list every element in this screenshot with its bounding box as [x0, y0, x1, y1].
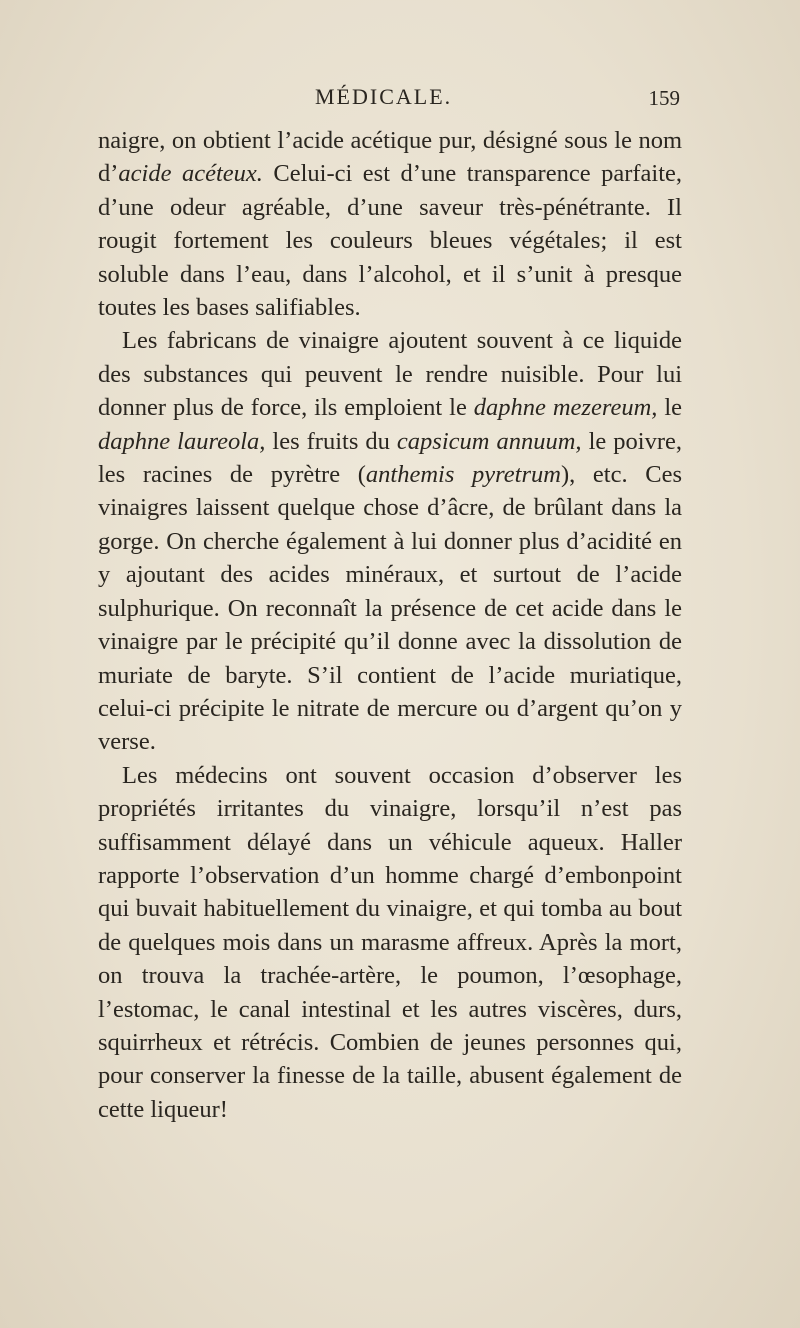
- text-segment: les fruits du: [265, 427, 397, 455]
- paragraph-3: [98, 759, 682, 1126]
- text-segment: le: [657, 394, 683, 422]
- paragraph-1: [98, 124, 682, 324]
- page-number: 159: [648, 86, 680, 110]
- text-segment: le poivre, les racines de pyrètre (: [98, 427, 682, 489]
- running-title: MÉDICALE.: [315, 84, 453, 109]
- body-text: [98, 124, 682, 1126]
- text-segment: Les médecins ont souvent occasion d’observer les propriétés irritantes du vinaigre, lorsqu’il n’est pas suffisamment délayé dans un véhicule aqueux. Haller rapporte l’observation d’un homme chargé d’embonpoint qui buvait habituellement du vinaigre, et qui tomba au bout de quelques mois dans un marasme affreux. Après la mort, on trouva la trachée-artère, le poumon, l’œsophage, l’estomac, le canal intestinal et les autres viscères, durs, squirrheux et rétrécis. Combien de jeunes personnes qui, pour conserver la finesse de la taille, abusent également de cette liqueur!: [98, 761, 682, 1123]
- text-segment: ), etc. Ces vinaigres laissent quelque chose d’âcre, de brûlant dans la gorge. On cherche également à lui donner plus d’acidité en y ajoutant des acides minéraux, et surtout de l’acide sulphurique. On reconnaît la présence de cet acide dans le vinaigre par le précipité qu’il donne avec la dissolution de muriate de baryte. S’il contient de l’acide muriatique, celui-ci précipite le nitrate de mercure ou d’argent qu’on y verse.: [98, 461, 682, 756]
- text-segment: Les fabricans de vinaigre ajoutent souvent à ce liquide des substances qui peuvent le rendre nuisible. Pour lui donner plus de force, ils emploient le: [98, 327, 682, 422]
- italic-term: daphne mezereum,: [473, 394, 658, 422]
- italic-term: daphne laureola,: [98, 427, 266, 455]
- paragraph-2: [98, 324, 682, 758]
- italic-term: capsicum annuum,: [396, 427, 582, 455]
- text-segment: Celui-ci est d’une transparence parfaite, d’une odeur agréable, d’une saveur très-pénétrante. Il rougit fortement les couleurs bleues végétales; il est soluble dans l’eau, dans l’alcohol, et il s’unit à presque toutes les bases salifiables.: [98, 160, 682, 322]
- italic-term: anthemis pyretrum: [365, 461, 561, 489]
- running-head: [100, 84, 680, 114]
- italic-term: acide acéteux.: [118, 160, 263, 188]
- text-segment: naigre, on obtient l’acide acétique pur, désigné sous le nom d’: [98, 127, 682, 188]
